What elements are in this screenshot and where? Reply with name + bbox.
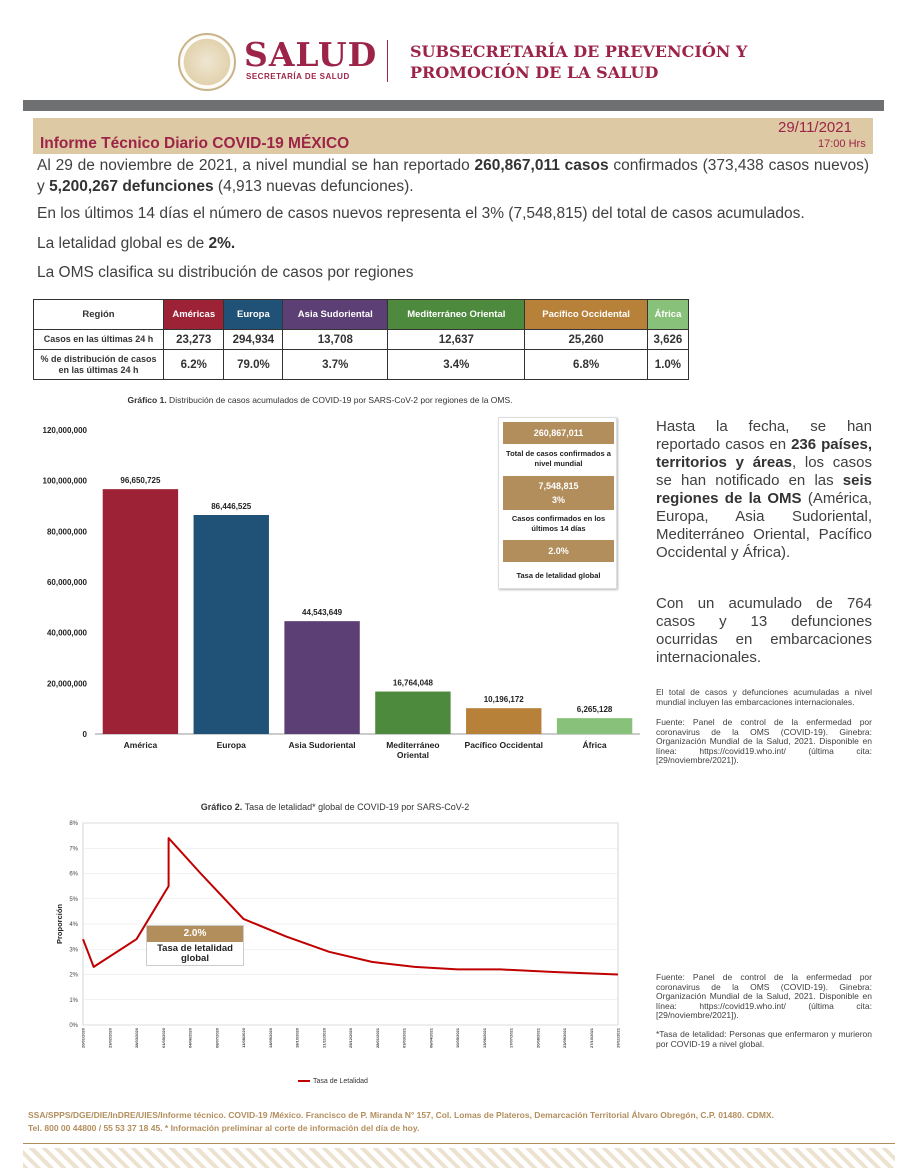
- side-note-totals: El total de casos y defunciones acumuladas a nivel mundial incluyen las embarcaciones internacionales.: [656, 687, 872, 707]
- table-cell: 6.2%: [164, 350, 224, 380]
- summary-14d-pct: 3%: [551, 495, 565, 505]
- letality-callout-value: 2.0%: [147, 926, 243, 942]
- report-date: 29/11/2021: [778, 119, 852, 136]
- summary-box: [498, 417, 617, 589]
- table-cell: 23,273: [164, 330, 224, 350]
- table-header-pacifico-occidental: Pacífico Occidental: [525, 300, 647, 330]
- footer-phone: Tel. 800 00 44800 / 55 53 37 18 45. * Información preliminar al corte de información del día de hoy.: [28, 1123, 420, 1133]
- x-category-label: América: [123, 740, 158, 750]
- bar-value-label: 44,543,649: [302, 608, 343, 618]
- letality-callout-label: Tasa de letalidad global: [157, 943, 233, 964]
- x-tick-label: 20/08/2021: [535, 1028, 541, 1049]
- summary-letality-label: Tasa de letalidad global: [516, 571, 601, 580]
- x-tick-label: 23/02/2020: [107, 1028, 113, 1049]
- x-tick-label: 23/09/2021: [562, 1028, 567, 1049]
- bar: [466, 708, 541, 734]
- summary-14d-band: [503, 476, 614, 510]
- government-seal-logo: [178, 33, 236, 91]
- x-tick-label: 17/07/2021: [508, 1028, 514, 1049]
- x-tick-label: 29/11/2021: [615, 1028, 621, 1048]
- table-cell: 25,260: [525, 330, 647, 350]
- table-cell: 12,637: [388, 330, 525, 350]
- letality-callout: [146, 925, 244, 966]
- x-tick-label: 28/03/2020: [134, 1028, 139, 1049]
- bar-value-label: 86,446,525: [211, 502, 252, 512]
- brand-name: SALUD: [244, 35, 378, 74]
- x-tick-label: 10/05/2021: [455, 1028, 460, 1049]
- x-tick-label: 03/03/2021: [401, 1028, 407, 1049]
- y-tick-label: 40,000,000: [46, 628, 87, 638]
- summary-paragraph-1: Al 29 de noviembre de 2021, a nivel mundial se han reportado 260,867,011 casos confirmados (373,438 casos nuevos) y 5,200,267 defunciones (4,913 nuevas defunciones).: [37, 157, 869, 195]
- x-tick-label: 21/11/2020: [321, 1028, 327, 1048]
- x-tick-label: 06/04/2021: [428, 1028, 434, 1049]
- footer-divider: [23, 1143, 895, 1144]
- y-tick-label: 0: [82, 730, 87, 739]
- x-tick-label: 28/01/2021: [374, 1028, 380, 1049]
- bar: [194, 515, 269, 734]
- legend-label: Tasa de Letalidad: [313, 1078, 368, 1085]
- y-tick-label: 3%: [69, 947, 78, 954]
- y-tick-label: 8%: [69, 821, 78, 827]
- summary-paragraph-4: La OMS clasifica su distribución de casos por regiones: [37, 264, 414, 281]
- summary-total-value: 260,867,011: [503, 422, 614, 444]
- header-bar: [23, 100, 884, 111]
- x-tick-label: 08/07/2020: [214, 1028, 220, 1049]
- organization-name-line1: SUBSECRETARÍA DE PREVENCIÓN Y: [410, 42, 748, 61]
- y-tick-label: 120,000,000: [42, 426, 87, 435]
- y-tick-label: 4%: [69, 922, 78, 928]
- x-tick-label: 27/10/2021: [588, 1028, 594, 1049]
- table-row-label-cases24: Casos en las últimas 24 h: [34, 330, 164, 350]
- side-note-letality-def: *Tasa de letalidad: Personas que enfermaron y murieron por COVID-19 a nivel global.: [656, 1029, 872, 1049]
- y-tick-label: 1%: [69, 997, 78, 1004]
- x-tick-label: 04/06/2020: [187, 1028, 193, 1049]
- table-header-asia-sudoriental: Asia Sudoriental: [283, 300, 388, 330]
- side-note-source-2: Fuente: Panel de control de la enfermedad por coronavirus de la OMS (COVID-19). Ginebra: Organización Mundial de la Salud, 2021. Disponible en línea: https://covid19.who.int/ (última cita: [29/noviembre/2021]).: [656, 972, 872, 1020]
- x-category-label: Mediterráneo: [386, 740, 440, 750]
- y-tick-label: 100,000,000: [42, 476, 87, 486]
- summary-14d-value: 7,548,815: [538, 481, 579, 491]
- organization-name-line2: PROMOCIÓN DE LA SALUD: [410, 63, 659, 82]
- table-cell: 13,708: [283, 330, 388, 350]
- bar-value-label: 6,265,128: [576, 705, 613, 715]
- table-header-region: Región: [34, 300, 164, 330]
- footer-decorative-pattern: [23, 1148, 895, 1168]
- y-tick-label: 7%: [69, 846, 78, 853]
- bar-value-label: 10,196,172: [483, 695, 524, 705]
- bar: [103, 489, 178, 734]
- brand-divider: [387, 40, 388, 82]
- table-header-europa: Europa: [224, 300, 283, 330]
- x-tick-label: 18/10/2020: [294, 1028, 300, 1049]
- summary-letality-value: 2.0%: [503, 540, 614, 562]
- report-time: 17:00 Hrs: [818, 138, 866, 150]
- bar: [375, 692, 450, 734]
- y-tick-label: 6%: [69, 871, 78, 878]
- summary-14d-label: Casos confirmados en los últimos 14 días: [511, 514, 606, 533]
- x-tick-label: 01/05/2020: [160, 1028, 166, 1049]
- table-cell: 6.8%: [525, 350, 647, 380]
- y-tick-label: 80,000,000: [46, 527, 87, 537]
- summary-paragraph-2: En los últimos 14 días el número de casos nuevos representa el 3% (7,548,815) del total de casos acumulados.: [37, 205, 805, 222]
- table-header-mediterraneo-oriental: Mediterráneo Oriental: [388, 300, 525, 330]
- footer-address: SSA/SPPS/DGE/DIE/InDRE/UIES/Informe técnico. COVID-19 /México. Francisco de P. Miranda N° 157, Col. Lomas de Plateros, Demarcación Territorial Álvaro Obregón, C.P. 01480. CDMX.: [28, 1110, 774, 1120]
- table-header-africa: África: [647, 300, 688, 330]
- chart1-title: Gráfico 1. Distribución de casos acumulados de COVID-19 por SARS-CoV-2 por regiones de la OMS.: [127, 395, 513, 405]
- x-tick-label: 11/08/2020: [241, 1028, 246, 1048]
- summary-paragraph-3: La letalidad global es de 2%.: [37, 235, 236, 252]
- y-tick-label: 5%: [69, 896, 78, 903]
- table-cell: 79.0%: [224, 350, 283, 380]
- x-category-label: Pacífico Occidental: [464, 740, 543, 750]
- table-cell: 294,934: [224, 330, 283, 350]
- x-tick-label: 25/12/2020: [348, 1028, 353, 1049]
- x-category-label: Europa: [216, 740, 246, 750]
- table-header-americas: Américas: [164, 300, 224, 330]
- side-paragraph-2: Con un acumulado de 764 casos y 13 defunciones ocurridas en embarcaciones internacionales.: [656, 595, 872, 666]
- y-tick-label: 0%: [69, 1023, 78, 1029]
- x-tick-label: 14/09/2020: [267, 1028, 273, 1049]
- summary-total-label: Total de casos confirmados a nivel mundial: [506, 449, 611, 468]
- side-paragraph-1: Hasta la fecha, se han reportado casos en 236 países, territorios y áreas, los casos se han notificado en las seis regiones de la OMS (América, Europa, Asia Sudoriental, Mediterráneo Oriental, Pacífico Occidental y África).: [656, 418, 872, 561]
- bar-value-label: 96,650,725: [120, 476, 161, 486]
- table-cell: 1.0%: [647, 350, 688, 380]
- y-tick-label: 60,000,000: [46, 578, 87, 587]
- region-cases-table: [33, 299, 689, 380]
- y-tick-label: 2%: [69, 972, 78, 979]
- x-category-label: Asia Sudoriental: [288, 740, 356, 750]
- x-tick-label: 20/01/2020: [80, 1028, 86, 1049]
- x-tick-label: 13/06/2021: [481, 1028, 487, 1049]
- bar-value-label: 16,764,048: [392, 678, 433, 688]
- side-note-source: Fuente: Panel de control de la enfermedad por coronavirus de la OMS (COVID-19). Ginebra: Organización Mundial de la Salud, 2021. Disponible en línea: https://covid19.who.int/ (última cita: [29/noviembre/2021]).: [656, 717, 872, 765]
- y-axis-title: Proporción: [55, 903, 64, 945]
- chart2-title: Gráfico 2. Tasa de letalidad* global de COVID-19 por SARS-CoV-2: [200, 802, 470, 812]
- bar: [284, 621, 359, 734]
- x-category-label: África: [582, 740, 607, 750]
- letality-line-chart: [53, 815, 633, 1095]
- brand-subtitle: SECRETARÍA DE SALUD: [246, 72, 350, 81]
- y-tick-label: 20,000,000: [46, 679, 87, 689]
- x-category-label: Oriental: [396, 750, 429, 760]
- table-row-label-pct: % de distribución de casos en las últimas 24 h: [34, 350, 164, 380]
- report-title: Informe Técnico Diario COVID-19 MÉXICO: [40, 135, 350, 152]
- table-cell: 3.4%: [388, 350, 525, 380]
- table-cell: 3.7%: [283, 350, 388, 380]
- table-cell: 3,626: [647, 330, 688, 350]
- bar: [557, 718, 632, 734]
